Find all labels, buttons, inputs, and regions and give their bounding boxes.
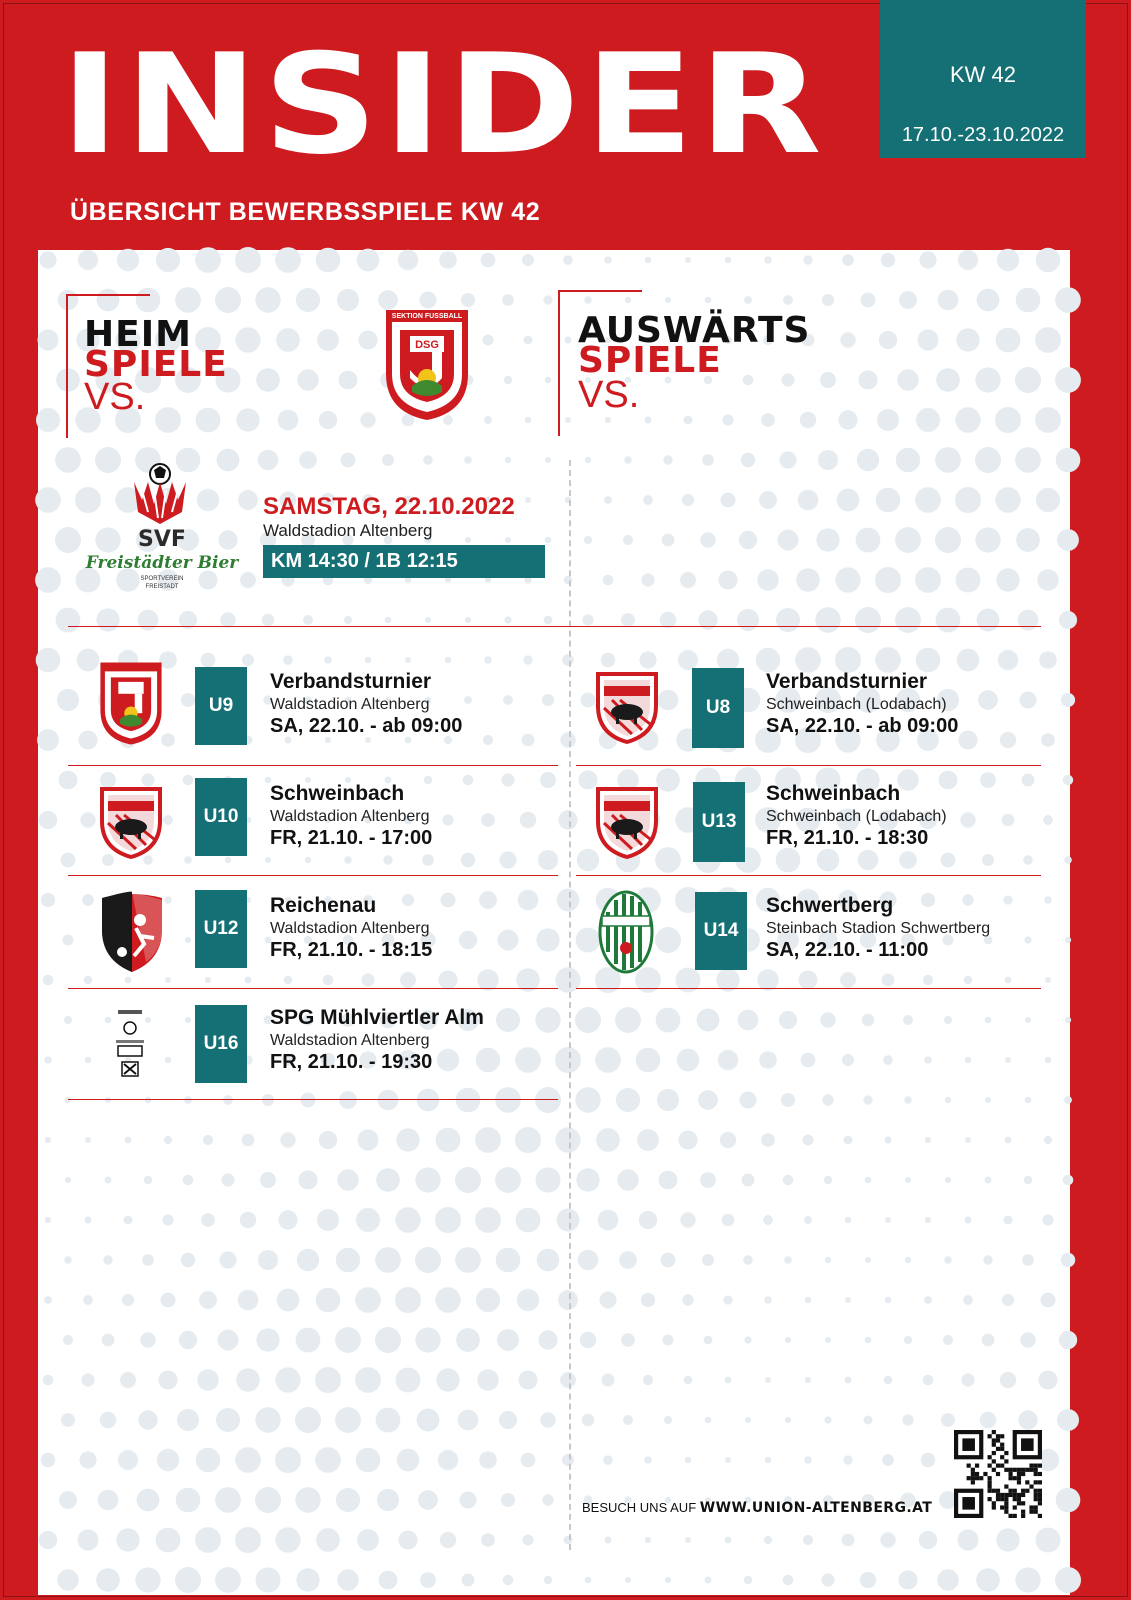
club-logo-abbr: DSG — [415, 339, 439, 351]
home-match-logo-u9 — [96, 658, 166, 746]
column-divider — [569, 460, 571, 1550]
away-match-title: Schwertberg — [766, 894, 894, 917]
home-match-venue: Waldstadion Altenberg — [270, 808, 430, 825]
qr-code-icon[interactable] — [954, 1430, 1042, 1518]
muehlviertler-alm-crest-icon — [110, 1006, 150, 1078]
schweinbach-crest-icon — [592, 668, 662, 744]
away-match-time: SA, 22.10. - ab 09:00 — [766, 715, 959, 737]
svf-crest-icon — [85, 460, 239, 592]
schweinbach-crest-icon — [592, 783, 662, 859]
away-match-logo-u8 — [592, 668, 662, 744]
away-row-divider — [576, 765, 1041, 766]
home-row-divider — [68, 765, 558, 766]
home-header-line1: HEIM — [84, 314, 192, 355]
svf-freistadt-logo — [85, 460, 239, 592]
away-match-venue: Steinbach Stadion Schwertberg — [766, 920, 991, 937]
featured-match-time: KM 14:30 / 1B 12:15 — [263, 545, 545, 578]
home-match-time: FR, 21.10. - 19:30 — [270, 1051, 433, 1073]
divider-top — [68, 626, 1041, 627]
away-match-badge: U14 — [695, 892, 747, 970]
away-match-venue: Schweinbach (Lodabach) — [766, 808, 947, 825]
schweinbach-crest-icon — [96, 783, 166, 859]
home-match-time: FR, 21.10. - 18:15 — [270, 939, 433, 961]
away-match-badge: U8 — [692, 668, 744, 748]
away-match-badge: U13 — [693, 782, 745, 862]
away-match-title: Verbandsturnier — [766, 670, 928, 693]
away-match-venue: Schweinbach (Lodabach) — [766, 696, 947, 713]
home-row-divider — [68, 988, 558, 989]
home-match-venue: Waldstadion Altenberg — [270, 920, 430, 937]
svf-sub2: FREISTADT — [145, 584, 179, 590]
svf-script: Freistädter Bier — [85, 553, 239, 573]
away-header-line1: AUSWÄRTS — [578, 310, 811, 351]
home-match-logo-u10 — [96, 783, 166, 859]
away-match-title: Schweinbach — [766, 782, 901, 805]
home-row-divider — [68, 1099, 558, 1100]
footer-prefix: BESUCH UNS AUF — [582, 1500, 697, 1515]
home-row-divider — [68, 875, 558, 876]
club-logo-main — [382, 304, 472, 422]
page-subtitle: ÜBERSICHT BEWERBSSPIELE KW 42 — [70, 198, 541, 226]
away-match-time: FR, 21.10. - 18:30 — [766, 827, 929, 849]
svf-abbr: SVF — [138, 527, 186, 552]
svf-sub1: SPORTVEREIN — [140, 576, 184, 582]
home-match-title: Reichenau — [270, 894, 377, 917]
footer-url[interactable]: WWW.UNION-ALTENBERG.AT — [699, 1500, 933, 1516]
home-match-logo-u16 — [110, 1006, 150, 1078]
week-label: KW 42 — [949, 62, 1017, 87]
featured-match-date: SAMSTAG, 22.10.2022 — [263, 493, 515, 520]
club-logo-top-text: SEKTION FUSSBALL — [391, 313, 463, 320]
away-match-logo-u14 — [598, 890, 654, 974]
featured-match-venue: Waldstadion Altenberg — [263, 521, 433, 540]
home-match-title: SPG Mühlviertler Alm — [270, 1006, 484, 1029]
home-match-logo-u12 — [96, 890, 168, 974]
away-row-divider — [576, 988, 1041, 989]
dsg-crest-icon — [96, 658, 166, 746]
away-match-time: SA, 22.10. - 11:00 — [766, 939, 929, 961]
home-match-badge: U10 — [195, 778, 247, 856]
away-header-line2: SPIELE — [578, 340, 722, 381]
home-match-time: SA, 22.10. - ab 09:00 — [270, 715, 463, 737]
footer-website — [582, 1500, 932, 1516]
home-header-line2: SPIELE — [84, 344, 228, 385]
schwertberg-crest-icon — [598, 890, 654, 974]
away-row-divider — [576, 875, 1041, 876]
schedule-panel — [38, 250, 1070, 1595]
reichenau-crest-icon — [96, 890, 168, 974]
home-match-venue: Waldstadion Altenberg — [270, 1032, 430, 1049]
home-match-title: Schweinbach — [270, 782, 405, 805]
home-header-vs: VS. — [84, 376, 146, 418]
week-date-range: 17.10.-23.10.2022 — [901, 124, 1065, 146]
home-match-title: Verbandsturnier — [270, 670, 432, 693]
home-match-badge: U9 — [195, 667, 247, 745]
home-match-badge: U12 — [195, 890, 247, 968]
home-match-badge: U16 — [195, 1005, 247, 1083]
week-box — [880, 0, 1086, 158]
away-header-vs: VS. — [578, 374, 640, 416]
away-match-logo-u13 — [592, 783, 662, 859]
dsg-crest-icon — [382, 304, 472, 422]
insider-title: INSIDER — [60, 24, 827, 185]
home-match-time: FR, 21.10. - 17:00 — [270, 827, 433, 849]
home-match-venue: Waldstadion Altenberg — [270, 696, 430, 713]
